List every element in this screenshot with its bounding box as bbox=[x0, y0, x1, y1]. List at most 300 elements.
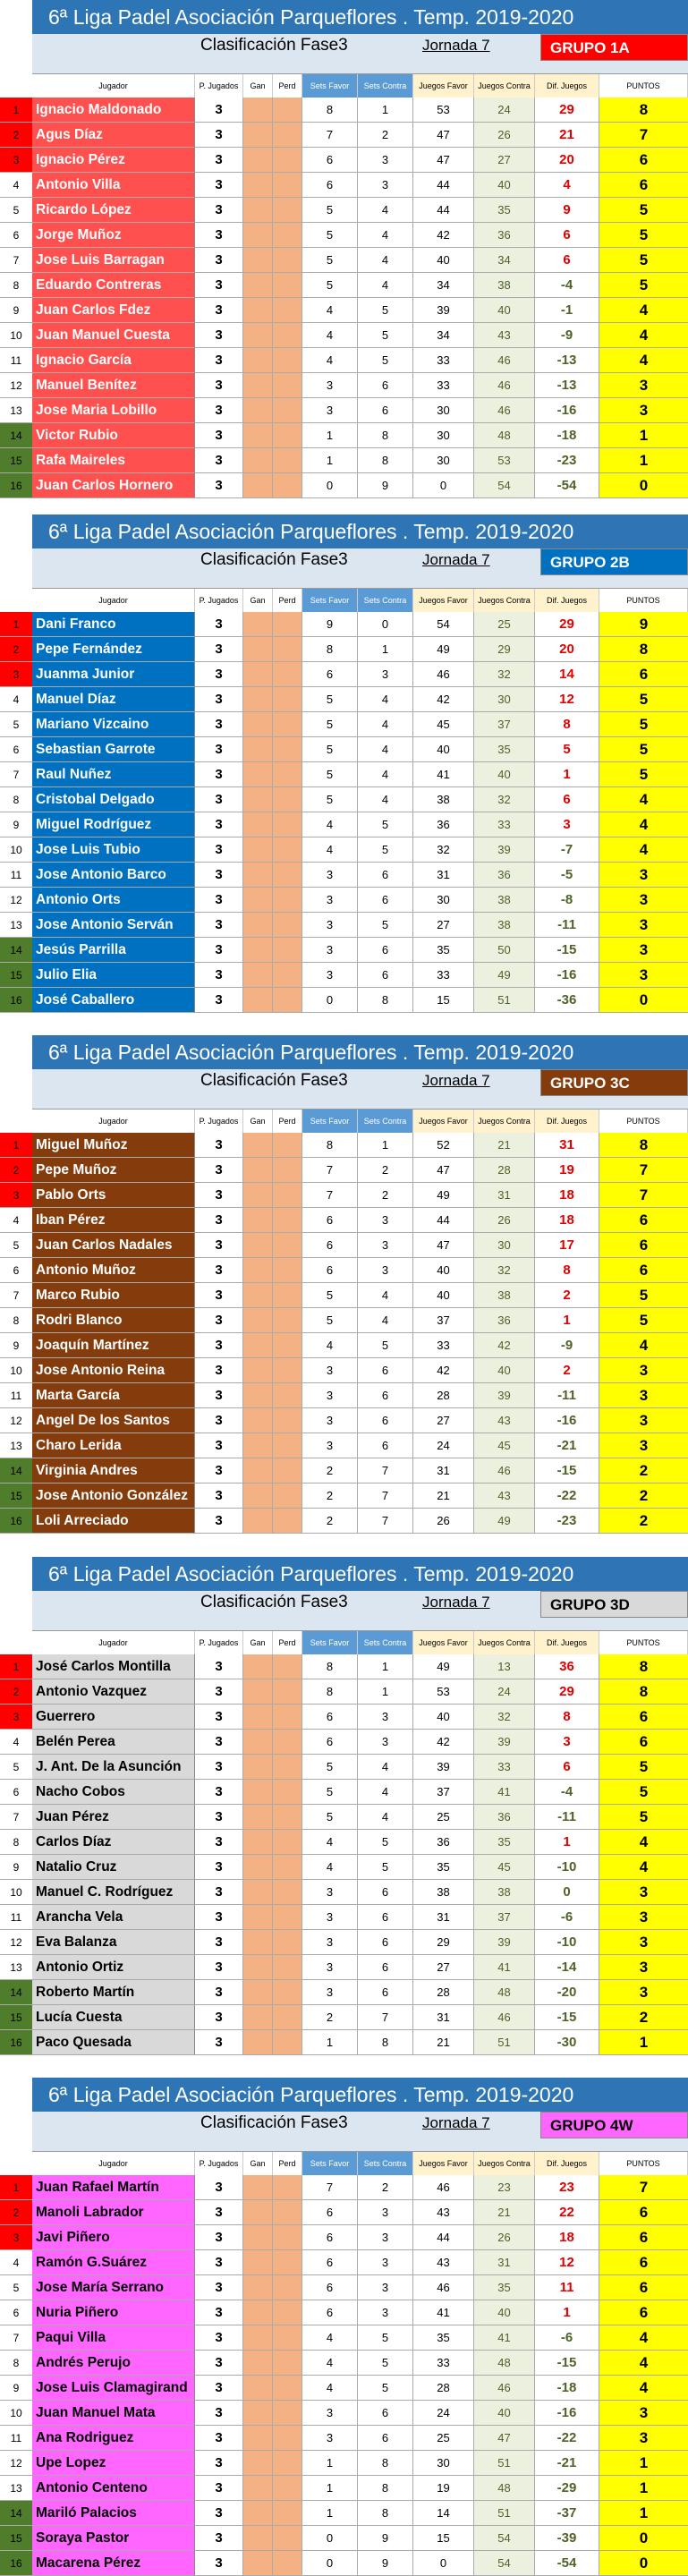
table-row bbox=[0, 2501, 688, 2526]
rank-cell: 13 bbox=[0, 913, 32, 938]
sets-favor-cell: 3 bbox=[302, 373, 358, 398]
juegos-contra-cell: 40 bbox=[474, 762, 535, 787]
ganados-cell bbox=[243, 173, 273, 198]
fase-title: Clasificación Fase3 bbox=[200, 36, 348, 55]
perdidos-cell bbox=[273, 812, 302, 837]
table-row bbox=[0, 348, 688, 373]
juegos-contra-cell: 46 bbox=[474, 2005, 535, 2030]
dif-juegos-cell: 3 bbox=[535, 812, 599, 837]
table-row bbox=[0, 963, 688, 988]
juegos-favor-cell: 24 bbox=[413, 1433, 474, 1458]
partidos-jugados-cell: 3 bbox=[195, 2376, 243, 2401]
player-name: Natalio Cruz bbox=[32, 1855, 195, 1880]
header-dif-juegos: Dif. Juegos bbox=[535, 589, 599, 613]
puntos-cell: 5 bbox=[599, 1283, 688, 1308]
puntos-cell: 5 bbox=[599, 687, 688, 712]
table-row bbox=[0, 1208, 688, 1233]
puntos-cell: 6 bbox=[599, 2225, 688, 2250]
juegos-contra-cell: 32 bbox=[474, 1258, 535, 1283]
juegos-contra-cell: 30 bbox=[474, 1233, 535, 1258]
perdidos-cell bbox=[273, 2275, 302, 2300]
puntos-cell: 4 bbox=[599, 323, 688, 348]
player-name: Ricardo López bbox=[32, 198, 195, 223]
partidos-jugados-cell: 3 bbox=[195, 1308, 243, 1333]
ganados-cell bbox=[243, 2175, 273, 2200]
ganados-cell bbox=[243, 398, 273, 423]
sets-contra-cell: 6 bbox=[358, 373, 413, 398]
juegos-contra-cell: 53 bbox=[474, 448, 535, 473]
juegos-favor-cell: 36 bbox=[413, 1830, 474, 1855]
sets-contra-cell: 6 bbox=[358, 863, 413, 888]
partidos-jugados-cell: 3 bbox=[195, 323, 243, 348]
juegos-favor-cell: 31 bbox=[413, 2005, 474, 2030]
header-partidos-jugados: P. Jugados bbox=[195, 589, 243, 613]
juegos-contra-cell: 51 bbox=[474, 2030, 535, 2055]
rank-cell: 12 bbox=[0, 888, 32, 913]
sets-favor-cell: 6 bbox=[302, 2225, 358, 2250]
partidos-jugados-cell: 3 bbox=[195, 2476, 243, 2501]
rank-cell: 10 bbox=[0, 323, 32, 348]
puntos-cell: 4 bbox=[599, 787, 688, 812]
sets-favor-cell: 5 bbox=[302, 248, 358, 273]
sets-contra-cell: 4 bbox=[358, 1805, 413, 1830]
perdidos-cell bbox=[273, 2426, 302, 2451]
perdidos-cell bbox=[273, 2200, 302, 2225]
player-name: Ignacio Maldonado bbox=[32, 98, 195, 123]
partidos-jugados-cell: 3 bbox=[195, 1705, 243, 1730]
sets-contra-cell: 6 bbox=[358, 1358, 413, 1383]
player-name: J. Ant. De la Asunción bbox=[32, 1755, 195, 1780]
standings-group-grupo-3c bbox=[0, 1035, 688, 1534]
dif-juegos-cell: 18 bbox=[535, 1208, 599, 1233]
juegos-contra-cell: 54 bbox=[474, 473, 535, 498]
sets-contra-cell: 6 bbox=[358, 1880, 413, 1905]
rank-cell: 2 bbox=[0, 123, 32, 148]
rank-cell: 8 bbox=[0, 787, 32, 812]
puntos-cell: 4 bbox=[599, 2351, 688, 2376]
sets-favor-cell: 5 bbox=[302, 687, 358, 712]
juegos-contra-cell: 49 bbox=[474, 1509, 535, 1534]
juegos-contra-cell: 51 bbox=[474, 2451, 535, 2476]
sets-contra-cell: 1 bbox=[358, 98, 413, 123]
player-name: Ana Rodriguez bbox=[32, 2426, 195, 2451]
column-headers bbox=[32, 1630, 688, 1654]
table-row bbox=[0, 223, 688, 248]
sets-favor-cell: 3 bbox=[302, 963, 358, 988]
sets-favor-cell: 8 bbox=[302, 1679, 358, 1705]
dif-juegos-cell: -10 bbox=[535, 1930, 599, 1955]
table-row bbox=[0, 373, 688, 398]
group-tag: GRUPO 4W bbox=[540, 2112, 688, 2138]
sets-favor-cell: 3 bbox=[302, 1383, 358, 1408]
juegos-contra-cell: 45 bbox=[474, 1855, 535, 1880]
rank-cell: 1 bbox=[0, 98, 32, 123]
ganados-cell bbox=[243, 1509, 273, 1534]
sets-favor-cell: 5 bbox=[302, 223, 358, 248]
rank-cell: 8 bbox=[0, 1830, 32, 1855]
dif-juegos-cell: 29 bbox=[535, 98, 599, 123]
puntos-cell: 3 bbox=[599, 2401, 688, 2426]
juegos-favor-cell: 35 bbox=[413, 938, 474, 963]
table-row bbox=[0, 1458, 688, 1484]
sets-contra-cell: 6 bbox=[358, 938, 413, 963]
partidos-jugados-cell: 3 bbox=[195, 1383, 243, 1408]
puntos-cell: 3 bbox=[599, 938, 688, 963]
dif-juegos-cell: -20 bbox=[535, 1980, 599, 2005]
perdidos-cell bbox=[273, 1654, 302, 1679]
partidos-jugados-cell: 3 bbox=[195, 1433, 243, 1458]
player-name: Julio Elia bbox=[32, 963, 195, 988]
sets-contra-cell: 6 bbox=[358, 1383, 413, 1408]
juegos-favor-cell: 40 bbox=[413, 737, 474, 762]
juegos-favor-cell: 46 bbox=[413, 2275, 474, 2300]
dif-juegos-cell: 1 bbox=[535, 762, 599, 787]
player-name: Manoli Labrador bbox=[32, 2200, 195, 2225]
juegos-contra-cell: 46 bbox=[474, 373, 535, 398]
sets-favor-cell: 4 bbox=[302, 1333, 358, 1358]
sets-favor-cell: 3 bbox=[302, 1905, 358, 1930]
header-sets-favor: Sets Favor bbox=[302, 2152, 358, 2176]
player-name: Jose María Serrano bbox=[32, 2275, 195, 2300]
sets-favor-cell: 3 bbox=[302, 1880, 358, 1905]
sets-favor-cell: 5 bbox=[302, 787, 358, 812]
dif-juegos-cell: -16 bbox=[535, 398, 599, 423]
puntos-cell: 3 bbox=[599, 1930, 688, 1955]
rank-cell: 14 bbox=[0, 2501, 32, 2526]
ganados-cell bbox=[243, 1308, 273, 1333]
table-row bbox=[0, 1283, 688, 1308]
sets-contra-cell: 5 bbox=[358, 913, 413, 938]
sets-favor-cell: 5 bbox=[302, 1755, 358, 1780]
player-name: Guerrero bbox=[32, 1705, 195, 1730]
table-row bbox=[0, 1905, 688, 1930]
partidos-jugados-cell: 3 bbox=[195, 888, 243, 913]
juegos-contra-cell: 45 bbox=[474, 1433, 535, 1458]
ganados-cell bbox=[243, 1233, 273, 1258]
table-row bbox=[0, 248, 688, 273]
juegos-contra-cell: 35 bbox=[474, 737, 535, 762]
perdidos-cell bbox=[273, 1258, 302, 1283]
juegos-contra-cell: 41 bbox=[474, 2325, 535, 2351]
sets-favor-cell: 3 bbox=[302, 938, 358, 963]
ganados-cell bbox=[243, 2501, 273, 2526]
player-name: Jesús Parrilla bbox=[32, 938, 195, 963]
partidos-jugados-cell: 3 bbox=[195, 938, 243, 963]
dif-juegos-cell: -9 bbox=[535, 1333, 599, 1358]
header-partidos-jugados: P. Jugados bbox=[195, 1109, 243, 1134]
classification-subheader bbox=[32, 1069, 688, 1109]
sets-contra-cell: 5 bbox=[358, 2376, 413, 2401]
classification-subheader bbox=[32, 2112, 688, 2151]
ganados-cell bbox=[243, 1780, 273, 1805]
juegos-favor-cell: 19 bbox=[413, 2476, 474, 2501]
puntos-cell: 9 bbox=[599, 612, 688, 637]
sets-contra-cell: 8 bbox=[358, 988, 413, 1013]
puntos-cell: 5 bbox=[599, 198, 688, 223]
juegos-favor-cell: 38 bbox=[413, 787, 474, 812]
player-name: Javi Piñero bbox=[32, 2225, 195, 2250]
sets-contra-cell: 4 bbox=[358, 1755, 413, 1780]
rank-cell: 11 bbox=[0, 2426, 32, 2451]
juegos-contra-cell: 41 bbox=[474, 1955, 535, 1980]
jornada-label: Jornada 7 bbox=[422, 37, 490, 54]
header-sets-favor: Sets Favor bbox=[302, 1109, 358, 1134]
ganados-cell bbox=[243, 323, 273, 348]
header-ganados: Gan bbox=[243, 1109, 273, 1134]
sets-favor-cell: 6 bbox=[302, 2275, 358, 2300]
sets-contra-cell: 5 bbox=[358, 1830, 413, 1855]
puntos-cell: 8 bbox=[599, 1679, 688, 1705]
dif-juegos-cell: 22 bbox=[535, 2200, 599, 2225]
dif-juegos-cell: 0 bbox=[535, 1880, 599, 1905]
group-tag: GRUPO 3D bbox=[540, 1591, 688, 1618]
jornada-label: Jornada 7 bbox=[422, 1594, 490, 1611]
juegos-favor-cell: 40 bbox=[413, 1258, 474, 1283]
ganados-cell bbox=[243, 248, 273, 273]
rank-cell: 4 bbox=[0, 1730, 32, 1755]
dif-juegos-cell: -15 bbox=[535, 2351, 599, 2376]
juegos-favor-cell: 47 bbox=[413, 148, 474, 173]
header-puntos: PUNTOS bbox=[599, 589, 688, 613]
puntos-cell: 3 bbox=[599, 1433, 688, 1458]
sets-favor-cell: 4 bbox=[302, 1855, 358, 1880]
partidos-jugados-cell: 3 bbox=[195, 1780, 243, 1805]
sets-contra-cell: 4 bbox=[358, 762, 413, 787]
partidos-jugados-cell: 3 bbox=[195, 963, 243, 988]
sets-favor-cell: 2 bbox=[302, 1509, 358, 1534]
ganados-cell bbox=[243, 1955, 273, 1980]
standings-group-grupo-2b bbox=[0, 514, 688, 1013]
juegos-favor-cell: 52 bbox=[413, 1133, 474, 1158]
partidos-jugados-cell: 3 bbox=[195, 1980, 243, 2005]
player-name: Jose Antonio González bbox=[32, 1484, 195, 1509]
juegos-favor-cell: 30 bbox=[413, 888, 474, 913]
player-name: Antonio Muñoz bbox=[32, 1258, 195, 1283]
ganados-cell bbox=[243, 2426, 273, 2451]
rank-cell: 5 bbox=[0, 1755, 32, 1780]
juegos-contra-cell: 36 bbox=[474, 1805, 535, 1830]
juegos-favor-cell: 49 bbox=[413, 1183, 474, 1208]
dif-juegos-cell: -13 bbox=[535, 348, 599, 373]
perdidos-cell bbox=[273, 1408, 302, 1433]
dif-juegos-cell: -8 bbox=[535, 888, 599, 913]
ganados-cell bbox=[243, 148, 273, 173]
header-juegos-contra: Juegos Contra bbox=[474, 1109, 535, 1134]
player-name: Ignacio Pérez bbox=[32, 148, 195, 173]
sets-favor-cell: 8 bbox=[302, 637, 358, 662]
table-row bbox=[0, 2325, 688, 2351]
sets-contra-cell: 4 bbox=[358, 1283, 413, 1308]
puntos-cell: 6 bbox=[599, 1233, 688, 1258]
partidos-jugados-cell: 3 bbox=[195, 2005, 243, 2030]
table-row bbox=[0, 2526, 688, 2551]
sets-favor-cell: 6 bbox=[302, 148, 358, 173]
dif-juegos-cell: 20 bbox=[535, 637, 599, 662]
partidos-jugados-cell: 3 bbox=[195, 448, 243, 473]
ganados-cell bbox=[243, 448, 273, 473]
partidos-jugados-cell: 3 bbox=[195, 1333, 243, 1358]
table-row bbox=[0, 687, 688, 712]
puntos-cell: 4 bbox=[599, 1333, 688, 1358]
partidos-jugados-cell: 3 bbox=[195, 2351, 243, 2376]
league-banner: 6ª Liga Padel Asociación Parqueflores . Temp. 2019-2020 bbox=[32, 2078, 688, 2112]
sets-favor-cell: 1 bbox=[302, 2501, 358, 2526]
rank-cell: 4 bbox=[0, 173, 32, 198]
header-dif-juegos: Dif. Juegos bbox=[535, 2152, 599, 2176]
ganados-cell bbox=[243, 812, 273, 837]
puntos-cell: 0 bbox=[599, 473, 688, 498]
sets-contra-cell: 6 bbox=[358, 1905, 413, 1930]
header-perdidos: Perd bbox=[273, 74, 302, 98]
juegos-contra-cell: 32 bbox=[474, 787, 535, 812]
partidos-jugados-cell: 3 bbox=[195, 248, 243, 273]
table-row bbox=[0, 2451, 688, 2476]
puntos-cell: 4 bbox=[599, 1830, 688, 1855]
player-name: Paco Quesada bbox=[32, 2030, 195, 2055]
juegos-favor-cell: 30 bbox=[413, 398, 474, 423]
table-row bbox=[0, 273, 688, 298]
sets-favor-cell: 1 bbox=[302, 2476, 358, 2501]
dif-juegos-cell: 8 bbox=[535, 1705, 599, 1730]
ganados-cell bbox=[243, 1679, 273, 1705]
puntos-cell: 6 bbox=[599, 148, 688, 173]
rank-cell: 13 bbox=[0, 2476, 32, 2501]
dif-juegos-cell: 14 bbox=[535, 662, 599, 687]
ganados-cell bbox=[243, 888, 273, 913]
juegos-contra-cell: 24 bbox=[474, 1679, 535, 1705]
ganados-cell bbox=[243, 2476, 273, 2501]
sets-contra-cell: 8 bbox=[358, 448, 413, 473]
puntos-cell: 6 bbox=[599, 1730, 688, 1755]
jornada-label: Jornada 7 bbox=[422, 551, 490, 568]
perdidos-cell bbox=[273, 712, 302, 737]
player-name: Joaquín Martínez bbox=[32, 1333, 195, 1358]
juegos-favor-cell: 42 bbox=[413, 223, 474, 248]
header-jugador: Jugador bbox=[32, 589, 195, 613]
player-name: Eduardo Contreras bbox=[32, 273, 195, 298]
ganados-cell bbox=[243, 963, 273, 988]
rank-cell: 14 bbox=[0, 1980, 32, 2005]
dif-juegos-cell: -11 bbox=[535, 913, 599, 938]
perdidos-cell bbox=[273, 762, 302, 787]
ganados-cell bbox=[243, 787, 273, 812]
table-row bbox=[0, 198, 688, 223]
juegos-favor-cell: 43 bbox=[413, 2250, 474, 2275]
league-banner: 6ª Liga Padel Asociación Parqueflores . Temp. 2019-2020 bbox=[32, 0, 688, 34]
dif-juegos-cell: 21 bbox=[535, 123, 599, 148]
ganados-cell bbox=[243, 1158, 273, 1183]
puntos-cell: 6 bbox=[599, 1208, 688, 1233]
perdidos-cell bbox=[273, 2526, 302, 2551]
dif-juegos-cell: 2 bbox=[535, 1358, 599, 1383]
rank-cell: 9 bbox=[0, 812, 32, 837]
table-row bbox=[0, 1830, 688, 1855]
ganados-cell bbox=[243, 123, 273, 148]
juegos-contra-cell: 24 bbox=[474, 98, 535, 123]
puntos-cell: 5 bbox=[599, 1755, 688, 1780]
perdidos-cell bbox=[273, 2351, 302, 2376]
header-dif-juegos: Dif. Juegos bbox=[535, 74, 599, 98]
classification-subheader bbox=[32, 1591, 688, 1630]
puntos-cell: 2 bbox=[599, 1509, 688, 1534]
rank-cell: 16 bbox=[0, 2551, 32, 2576]
table-row bbox=[0, 1233, 688, 1258]
perdidos-cell bbox=[273, 2325, 302, 2351]
rank-cell: 12 bbox=[0, 1930, 32, 1955]
sets-contra-cell: 8 bbox=[358, 2501, 413, 2526]
rank-cell: 14 bbox=[0, 938, 32, 963]
dif-juegos-cell: -9 bbox=[535, 323, 599, 348]
rank-cell: 3 bbox=[0, 1183, 32, 1208]
rank-cell: 7 bbox=[0, 762, 32, 787]
perdidos-cell bbox=[273, 223, 302, 248]
header-puntos: PUNTOS bbox=[599, 1631, 688, 1655]
perdidos-cell bbox=[273, 1905, 302, 1930]
fase-title: Clasificación Fase3 bbox=[200, 2113, 348, 2132]
puntos-cell: 0 bbox=[599, 988, 688, 1013]
partidos-jugados-cell: 3 bbox=[195, 2225, 243, 2250]
sets-contra-cell: 2 bbox=[358, 2175, 413, 2200]
player-name: Agus Díaz bbox=[32, 123, 195, 148]
juegos-favor-cell: 35 bbox=[413, 2325, 474, 2351]
sets-contra-cell: 3 bbox=[358, 2300, 413, 2325]
juegos-contra-cell: 46 bbox=[474, 398, 535, 423]
dif-juegos-cell: 6 bbox=[535, 223, 599, 248]
puntos-cell: 0 bbox=[599, 2551, 688, 2576]
dif-juegos-cell: 6 bbox=[535, 1755, 599, 1780]
rank-cell: 1 bbox=[0, 2175, 32, 2200]
puntos-cell: 8 bbox=[599, 1654, 688, 1679]
puntos-cell: 2 bbox=[599, 1484, 688, 1509]
juegos-contra-cell: 39 bbox=[474, 1730, 535, 1755]
player-name: Manuel Benítez bbox=[32, 373, 195, 398]
juegos-favor-cell: 28 bbox=[413, 1980, 474, 2005]
sets-contra-cell: 3 bbox=[358, 1233, 413, 1258]
sets-contra-cell: 7 bbox=[358, 2005, 413, 2030]
juegos-favor-cell: 40 bbox=[413, 1283, 474, 1308]
sets-favor-cell: 4 bbox=[302, 2351, 358, 2376]
dif-juegos-cell: -16 bbox=[535, 2401, 599, 2426]
ganados-cell bbox=[243, 2275, 273, 2300]
perdidos-cell bbox=[273, 2501, 302, 2526]
table-row bbox=[0, 323, 688, 348]
puntos-cell: 3 bbox=[599, 1905, 688, 1930]
ganados-cell bbox=[243, 1208, 273, 1233]
rank-cell: 13 bbox=[0, 1955, 32, 1980]
perdidos-cell bbox=[273, 1308, 302, 1333]
partidos-jugados-cell: 3 bbox=[195, 637, 243, 662]
ganados-cell bbox=[243, 2030, 273, 2055]
juegos-contra-cell: 48 bbox=[474, 1980, 535, 2005]
player-name: Roberto Martín bbox=[32, 1980, 195, 2005]
rank-cell: 2 bbox=[0, 637, 32, 662]
sets-contra-cell: 6 bbox=[358, 1408, 413, 1433]
juegos-contra-cell: 23 bbox=[474, 2175, 535, 2200]
dif-juegos-cell: -37 bbox=[535, 2501, 599, 2526]
rank-cell: 11 bbox=[0, 1383, 32, 1408]
dif-juegos-cell: 18 bbox=[535, 2225, 599, 2250]
partidos-jugados-cell: 3 bbox=[195, 1183, 243, 1208]
dif-juegos-cell: -29 bbox=[535, 2476, 599, 2501]
puntos-cell: 8 bbox=[599, 637, 688, 662]
rank-cell: 14 bbox=[0, 1458, 32, 1484]
juegos-favor-cell: 46 bbox=[413, 2175, 474, 2200]
header-puntos: PUNTOS bbox=[599, 74, 688, 98]
player-name: Pepe Muñoz bbox=[32, 1158, 195, 1183]
column-headers bbox=[32, 2151, 688, 2175]
dif-juegos-cell: -4 bbox=[535, 1780, 599, 1805]
dif-juegos-cell: -21 bbox=[535, 2451, 599, 2476]
